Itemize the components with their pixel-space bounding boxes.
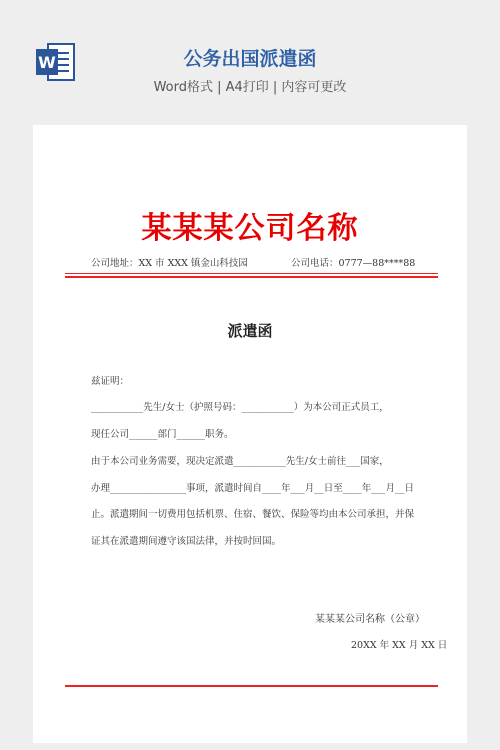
company-address: 公司地址：XX 市 XXX 镇金山科技园	[91, 258, 248, 269]
letterhead-rule-thin	[65, 273, 438, 274]
svg-text:W: W	[38, 53, 56, 72]
signature: 某某某公司名称（公章）	[315, 614, 425, 625]
page-title: 公务出国派遣函	[183, 48, 317, 70]
letter-date: 20XX 年 XX 月 XX 日	[351, 640, 448, 651]
letter-line: 由于本公司业务需要，现决定派遣___________先生/女士前往___国家，	[91, 456, 389, 467]
footer-rule	[65, 685, 438, 687]
letter-title: 派遣函	[227, 322, 273, 340]
letterhead-rule-thick	[65, 276, 438, 278]
letter-line: 办理________________事项，派遣时间自____年___月__日至____年___月__日	[91, 483, 415, 494]
page-subtitle: Word格式 | A4打印 | 内容可更改	[153, 80, 347, 95]
letter-line: 止。派遣期间一切费用包括机票、住宿、餐饮、保险等均由本公司承担，并保	[91, 509, 415, 520]
company-name: 某某某公司名称	[141, 211, 359, 246]
letter-line: 现任公司______部门______职务。	[91, 429, 234, 440]
letter-line: 证其在派遣期间遵守该国法律，并按时回国。	[91, 536, 282, 547]
salutation: 兹证明：	[91, 376, 130, 387]
company-phone: 公司电话：0777—88****88	[291, 258, 416, 269]
letter-line: ___________先生/女士（护照号码：___________）为本公司正式员工，	[91, 402, 389, 413]
document-page	[33, 125, 467, 743]
